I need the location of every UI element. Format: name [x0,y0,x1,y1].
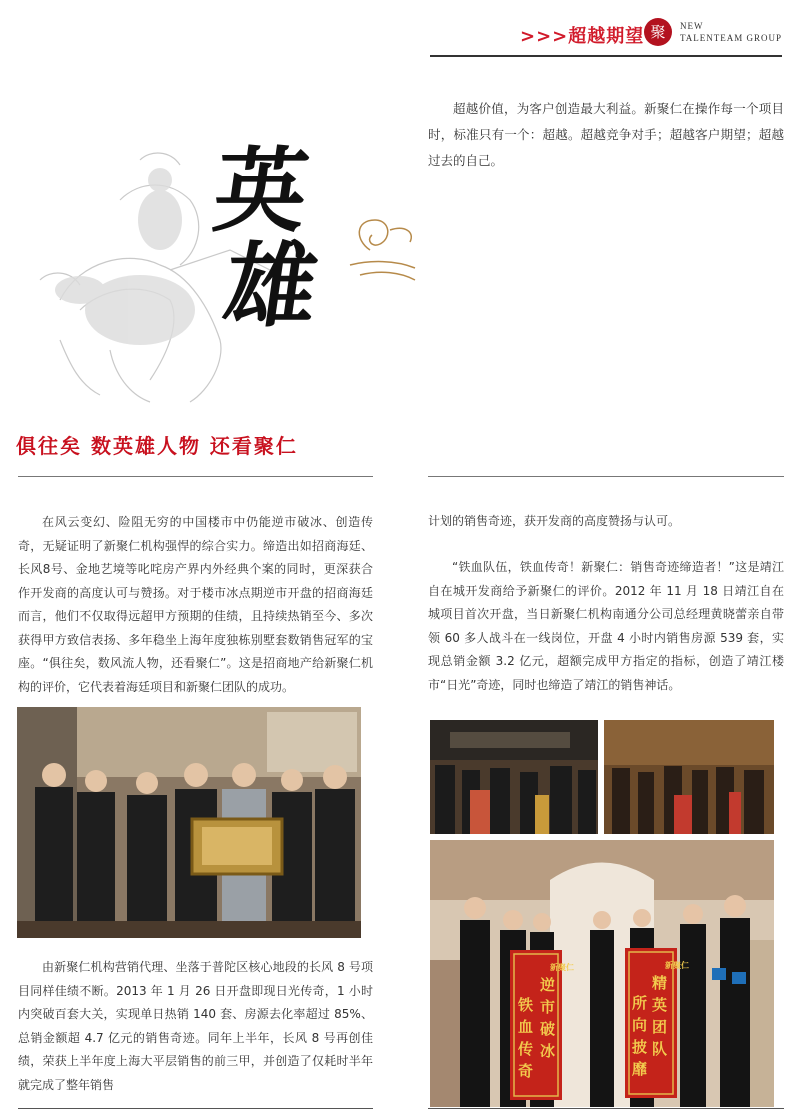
svg-text:市: 市 [540,998,556,1016]
svg-text:团: 团 [652,1018,668,1036]
footer-divider-right [428,1108,784,1109]
divider-left [18,476,373,477]
svg-text:英: 英 [652,996,668,1014]
footer-divider-left [18,1108,373,1109]
calligraphy-char-xiong: 雄 [217,232,325,340]
svg-text:破: 破 [540,1020,556,1038]
intro-paragraph: 超越价值，为客户创造最大利益。新聚仁在操作每一个项目时，标准只有一个：超越。超越竞争对手；超越客户期望；超越过去的自己。 [428,101,784,168]
right-paragraph-continued: 计划的销售奇迹，获开发商的高度赞扬与认可。 [428,514,681,528]
right-paragraph-2: “铁血队伍，铁血传奇！新聚仁：销售奇迹缔造者！”这是靖江自在城开发商给予新聚仁的评价。2012 年 11 月 18 日靖江自在城项目首次开盘，当日新聚仁机构南通分公司总经理黄晓蕾亲自带领 60 多人战斗在一线岗位，开盘 4 小时内销售房源 539 套，实现总销金额 3.2 亿元，超额完成甲方指定的指标，创造了靖江楼市“日光”奇迹，同时也缔造了靖江的销售神话。 [428,560,784,692]
svg-text:向: 向 [632,1016,648,1034]
svg-text:铁: 铁 [518,996,534,1014]
sales-event-photo-1 [430,720,598,834]
left-paragraph-2: 由新聚仁机构营销代理、坐落于普陀区核心地段的长风 8 号项目同样佳绩不断。2013 年 1 月 26 日开盘即现日光传奇，1 小时内突破百套大关，实现单日热销 140 套、房源去化率超过 85%、总销金额超 4.7 亿元的销售奇迹。同年上半年，长风 8 号再创佳绩，荣获上半年度上海大平层销售的前三甲，并创造了仅耗时半年就完成了整年销售 [18,960,373,1092]
svg-text:血: 血 [518,1018,534,1036]
svg-text:披: 披 [632,1038,648,1056]
svg-text:冰: 冰 [540,1042,556,1060]
team-plaque-photo [17,707,361,938]
calligraphy-char-ying: 英 [207,137,315,245]
page-header [0,14,800,54]
company-logo-text [680,20,782,44]
logo-line-1: NEW [680,21,704,31]
section-headline: 俱往矣 数英雄人物 还看聚仁 [16,434,298,458]
svg-text:逆: 逆 [540,976,556,994]
svg-text:靡: 靡 [632,1060,648,1078]
left-paragraph-1: 在风云变幻、险阻无穷的中国楼市中仍能逆市破冰、创造传奇，无疑证明了新聚仁机构强悍的综合实力。缔造出如招商海廷、长风8号、金地艺境等叱咤房产界内外经典个案的同时，更深获合作开发商的高度认可与赞扬。对于楼市冰点期逆市开盘的招商海廷而言，他们不仅取得远超甲方预期的佳绩，且持续热销至今、多次获得甲方致信表扬、多年稳坐上海年度独栋别墅套数销售冠军的宝座。“俱往矣，数风流人物，还看聚仁”。这是招商地产给新聚仁机构的评价，它代表着海廷项目和新聚仁团队的成功。 [18,515,373,694]
logo-seal: 聚 [644,18,672,46]
svg-text:奇: 奇 [518,1062,534,1080]
svg-text:所: 所 [632,994,648,1012]
header-slogan: >>>超越期望 [520,26,645,47]
svg-text:传: 传 [518,1040,534,1058]
svg-text:精: 精 [652,974,668,992]
svg-text:队: 队 [652,1040,668,1058]
sales-event-photo-2 [604,720,774,834]
banner-right-head: 新聚仁 [665,960,689,970]
divider-right [428,476,784,477]
header-divider [430,55,782,57]
logo-line-2: TALENTEAM GROUP [680,33,783,43]
sales-team-banner-photo [430,840,774,1107]
banner-left-head: 新聚仁 [550,962,574,972]
